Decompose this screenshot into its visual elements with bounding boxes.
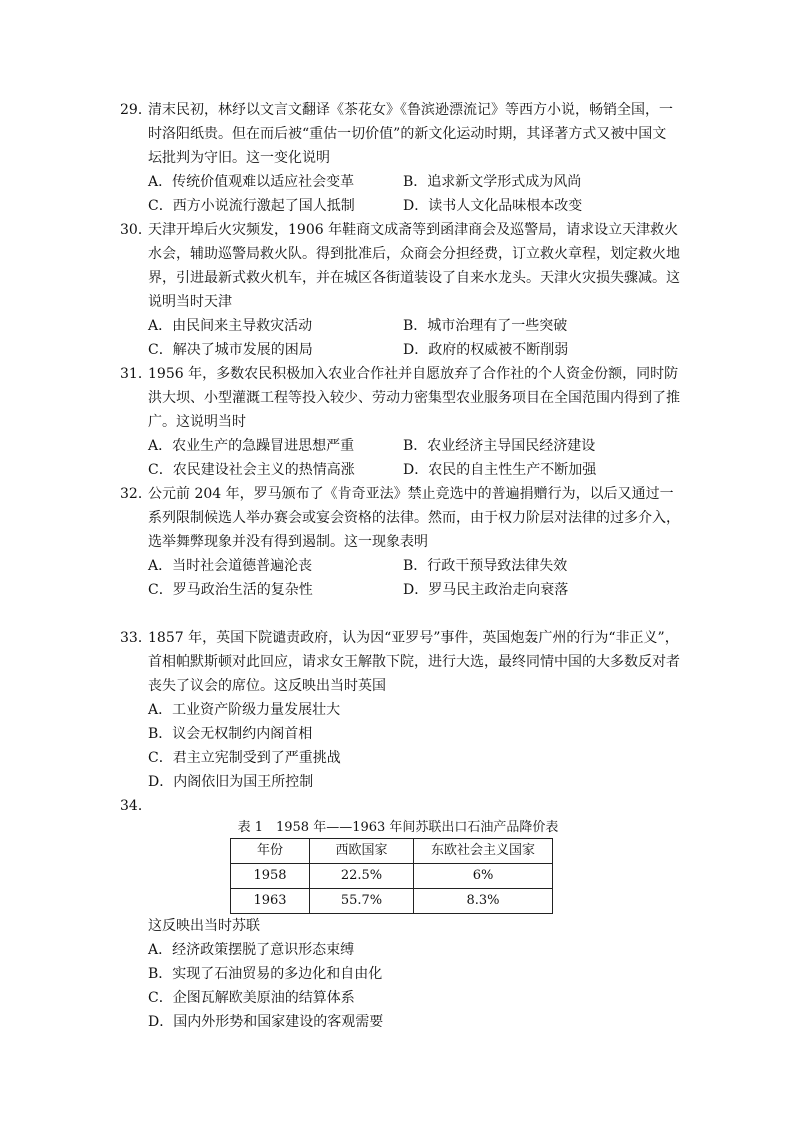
question-31 [120, 362, 680, 482]
options [120, 434, 680, 482]
option-c[interactable]: C．解决了城市发展的困局 [148, 342, 313, 358]
question-34 [120, 794, 680, 1034]
options [120, 698, 680, 794]
question-stem: 清末民初，林纾以文言文翻译《茶花女》《鲁滨逊漂流记》等西方小说，畅销全国，一时洛阳纸贵。但在而后被“重估一切价值”的新文化运动时期，其译著方式又被中国文坛批判为守旧。这一变化说明 [148, 102, 673, 166]
question-number: 30． [120, 222, 152, 238]
option-a[interactable]: A．传统价值观难以适应社会变革 [148, 174, 355, 190]
options [120, 938, 680, 1034]
question-29 [120, 98, 680, 218]
question-number: 34． [120, 798, 152, 814]
question-number: 31． [120, 366, 152, 382]
table-header: 西欧国家 [310, 839, 414, 864]
option-d[interactable]: D．罗马民主政治走向衰落 [403, 582, 569, 598]
options [120, 554, 680, 602]
question-number: 29． [120, 102, 152, 118]
question-stem: 天津开埠后火灾频发，1906 年鞋商文成斋等到函津商会及巡警局，请求设立天津救火水会，辅助巡警局救火队。得到批准后，众商会分担经费，订立救火章程，划定救火地界，引进最新式救火机车，并在城区各街道装设了自来水龙头。天津火灾损失骤减。这说明当时天津 [148, 222, 680, 310]
option-b[interactable]: B．追求新文学形式成为风尚 [403, 174, 582, 190]
option-c[interactable]: C．罗马政治生活的复杂性 [148, 582, 313, 598]
table-header: 年份 [231, 839, 310, 864]
table-header-row [231, 839, 553, 864]
table-row [231, 889, 553, 914]
question-number: 32． [120, 486, 152, 502]
price-table [230, 838, 553, 914]
table-cell: 55.7% [310, 889, 414, 914]
option-d[interactable]: D．农民的自主性生产不断加强 [403, 462, 597, 478]
option-b[interactable]: B．议会无权制约内阁首相 [148, 726, 313, 742]
option-a[interactable]: A．工业资产阶级力量发展壮大 [148, 702, 341, 718]
question-30 [120, 218, 680, 362]
table-caption: 表 1 1958 年——1963 年间苏联出口石油产品降价表 [237, 820, 559, 835]
question-stem: 公元前 204 年，罗马颁布了《肯奇亚法》禁止竞选中的普遍捐赠行为，以后又通过一系列限制候选人举办赛会或宴会资格的法律。然而，由于权力阶层对法律的过多介入，选举舞弊现象并没有得到遏制。这一现象表明 [148, 486, 680, 550]
option-b[interactable]: B．城市治理有了一些突破 [403, 318, 568, 334]
option-d[interactable]: D．内阁依旧为国王所控制 [148, 774, 314, 790]
table-cell: 22.5% [310, 864, 414, 889]
question-stem: 1857 年，英国下院谴责政府，认为因“亚罗号”事件，英国炮轰广州的行为“非正义”，首相帕默斯顿对此回应，请求女王解散下院，进行大选，最终同情中国的大多数反对者丧失了议会的席位。这反映出当时英国 [148, 630, 680, 694]
options [120, 314, 680, 362]
table-header: 东欧社会主义国家 [414, 839, 553, 864]
table-cell: 6% [414, 864, 553, 889]
option-a[interactable]: A．经济政策摆脱了意识形态束缚 [148, 942, 355, 958]
option-c[interactable]: C．农民建设社会主义的热情高涨 [148, 462, 355, 478]
options [120, 170, 680, 218]
table-cell: 1958 [231, 864, 310, 889]
question-stem: 1956 年，多数农民积极加入农业合作社并自愿放弃了合作社的个人资金份额，同时防洪大坝、小型灌溉工程等投入较少、劳动力密集型农业服务项目在全国范围内得到了推广。这说明当时 [148, 366, 680, 430]
table-cell: 8.3% [414, 889, 553, 914]
option-a[interactable]: A．农业生产的急躁冒进思想严重 [148, 438, 355, 454]
table-row [231, 864, 553, 889]
option-b[interactable]: B．农业经济主导国民经济建设 [403, 438, 596, 454]
option-d[interactable]: D．国内外形势和国家建设的客观需要 [148, 1014, 384, 1030]
question-32 [120, 482, 680, 602]
option-a[interactable]: A．由民间来主导救灾活动 [148, 318, 313, 334]
question-number: 33． [120, 630, 152, 646]
option-c[interactable]: C．西方小说流行激起了国人抵制 [148, 198, 355, 214]
option-c[interactable]: C．君主立宪制受到了严重挑战 [148, 750, 341, 766]
option-b[interactable]: B．行政干预导致法律失效 [403, 558, 568, 574]
option-d[interactable]: D．政府的权威被不断削弱 [403, 342, 569, 358]
option-d[interactable]: D．读书人文化品味根本改变 [403, 198, 583, 214]
question-stem-after-table: 这反映出当时苏联 [148, 918, 260, 934]
option-c[interactable]: C．企图瓦解欧美原油的结算体系 [148, 990, 355, 1006]
question-33 [120, 626, 680, 794]
table-cell: 1963 [231, 889, 310, 914]
option-b[interactable]: B．实现了石油贸易的多边化和自由化 [148, 966, 383, 982]
option-a[interactable]: A．当时社会道德普遍沦丧 [148, 558, 313, 574]
